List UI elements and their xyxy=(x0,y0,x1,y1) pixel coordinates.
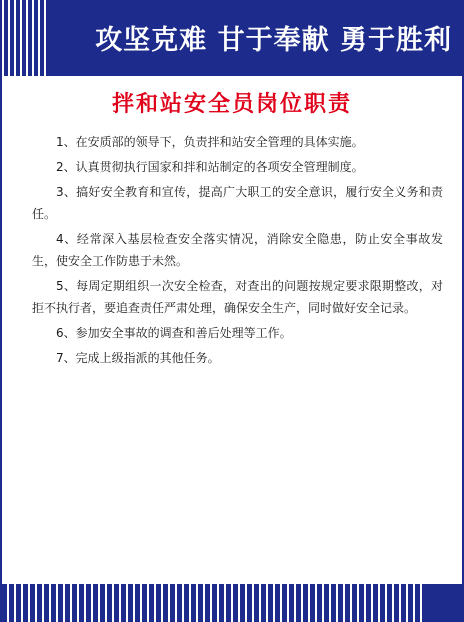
duty-item-1: 1、在安质部的领导下，负责拌和站安全管理的具体实施。 xyxy=(56,135,364,149)
duty-item-3: 3、搞好安全教育和宣传，提高广大职工的安全意识，履行安全义务和责任。 xyxy=(32,185,443,221)
footer-stripe-pattern xyxy=(2,584,464,622)
document-title: 拌和站安全员岗位职责 xyxy=(111,92,352,117)
header-band xyxy=(2,0,464,76)
header-slogan: 攻坚克难 甘于奉献 勇于胜利 xyxy=(95,25,452,56)
duty-item-6: 6、参加安全事故的调查和善后处理等工作。 xyxy=(56,326,292,340)
duty-item-4: 4、经常深入基层检查安全落实情况，消除安全隐患，防止安全事故发生，使安全工作防患于未然。 xyxy=(32,232,443,268)
duty-item-2: 2、认真贯彻执行国家和拌和站制定的各项安全管理制度。 xyxy=(56,160,364,174)
duty-list xyxy=(32,131,443,372)
footer-band xyxy=(2,584,464,622)
duty-item-7: 7、完成上级指派的其他任务。 xyxy=(56,351,220,365)
duty-item-5: 5、每周定期组织一次安全检查，对查出的问题按规定要求限期整改，对拒不执行者，要追查责任严肃处理，确保安全生产，同时做好安全记录。 xyxy=(32,279,443,315)
footer-solid-block xyxy=(422,584,464,622)
